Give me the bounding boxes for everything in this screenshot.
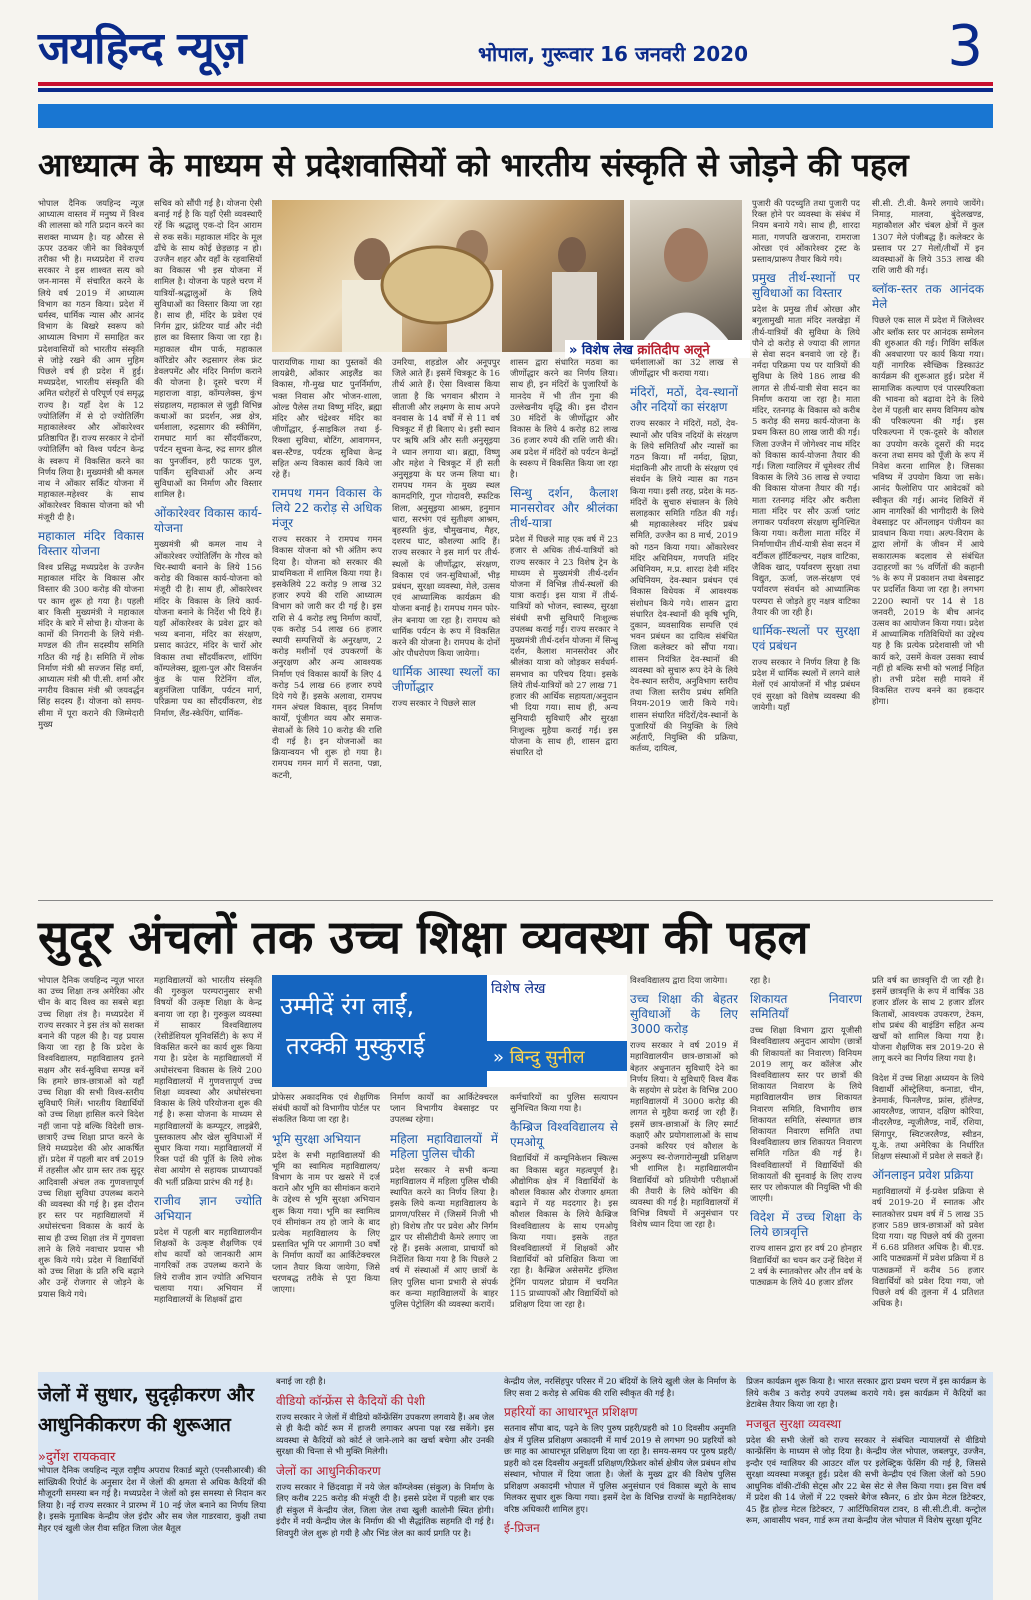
article1-col8b-text: पिछले एक साल में प्रदेश में जिलेश्वर और ब्लॉक स्तर पर आनंदक सम्मेलन की शुरुआत की गई। गिविंग सर्किल की अवधारणा पर कार्य किया गया। यहीं नागरिक स्वैच्छिक डिस्काउंट कार्यक्रम की शुरूआत हुई। प्रदेश में सामाजिक कल्याण एवं पारस्परिकता की भावना को बढ़ावा देने के लिये देश में पहली बार समय विनिमय कोष की परिकल्पना की गई। इस परिकल्पना में एक-दूसरे के कौशल का उपयोग करके दूसरों की मदद करना तथा समय को पूँजी के रूप में निवेश करना शामिल है। जिसका भविष्य में उपयोग किया जा सके। आनंद फैलोशिप पार आवेदकों को स्वीकृत की गई। आनंद शिविरों में आम नागरिकों की भागीदारी के लिये वेबसाइट पर ऑनलाइन पंजीयन का प्रावधान किया गया। अल्प-विराम के द्वारा लोगों के जीवन में आये सकारात्मक बदलाव से संबंधित उदाहरणों का % वर्णितों की कहानी % के रूप में प्रकाशन तथा वेबसाइट पर प्रदर्शित किया जा रहा है। लगभग 2200 स्थानों पर 14 से 18 जनवरी, 2019 के बीच आनंद उत्सव का आयोजन किया गया। प्रदेश में आध्यात्मिक गतिविधियों का उद्देश्य यह है कि प्रत्येक प्रदेशवासी जो भी कार्य करे, उसमें केवल उसका स्वार्थ नहीं हो बल्कि सभी को भलाई निहित हो। तभी प्रदेश सही मायने में विकसित राज्य बनने का हकदार होगा। [872, 315, 984, 707]
article3-col2a-text: बनाई जा रही है। [276, 1376, 326, 1386]
article2-col8c-text: महाविद्यालयों में ई-प्रवेश प्रक्रिया से वर्ष 2019-20 में स्नातक और स्नातकोत्तर प्रथम वर्ष में 5 लाख 35 हजार 589 छात्र-छात्राओं को प्रवेश दिया गया। यह पिछले वर्ष की तुलना में 6.68 प्रतिशत अधिक है। बी.एड. आदि पाठ्यक्रमों में प्रवेश प्रक्रिया में 8 पाठ्यक्रमों में करीब 56 हजार विद्यार्थियों को प्रवेश दिया गया, जो पिछले वर्ष की तुलना में 4 प्रतिशत अधिक है। [872, 1186, 984, 1309]
article1-col7-text: पुजारी की पदच्युति तथा पुजारी पद रिक्त होने पर व्यवस्था के संबंध में नियम बनाये गये। साथ ही, शारदा माता, गणपति खजराना, रामराजा ओरछा एवं ओंकारेश्वर ट्रस्ट के प्रस्ताव/प्रारूप तैयार किये गये। [752, 198, 860, 265]
article2-column-1 [38, 975, 144, 1367]
photo2-illustration [630, 200, 742, 345]
subhead-mahakal: महाकाल मंदिर विकास विस्तार योजना [38, 528, 144, 558]
article2-col3-text: प्रोफेसर अकादमिक एवं शैक्षणिक संबंधी कार्यों को विभागीय पोर्टल पर संकलित किया जा रहा है। [272, 1092, 380, 1125]
article2-column-7 [750, 975, 862, 1367]
article1-column-7 [752, 198, 860, 898]
article1-column-2 [154, 198, 262, 898]
header-blue-bar [38, 104, 993, 128]
article1-column-8 [872, 198, 984, 898]
article2-col4b-text: प्रदेश सरकार ने सभी कन्या महाविद्यालय में महिला पुलिस चौकी स्थापित करने का निर्णय लिया है। इसके लिये कन्या महाविद्यालय के प्रागण/परिसर में (जिसमें निजी भी हो) विशेष तौर पर प्रवेश और निर्गम द्वार पर सीसीटीवी कैमरे लगाए जा रहे हैं। इसके अलावा, प्राचार्यों को निर्देशित किया गया है कि पिछले 2 वर्ष में संस्थाओं में आए छात्रों के लिए पुलिस थाना प्रभारी से संपर्क कर कन्या महाविद्यालयों के बाहर पुलिस पेट्रोलिंग की व्यवस्था करायें। [390, 1164, 498, 1310]
article2-col7c-text: राज्य शासन द्वारा हर वर्ष 20 होनहार विद्यार्थियों का चयन कर उन्हें विदेश में 2 वर्ष के स्नातकोत्तर और तीन वर्ष के पाठ्यक्रम के लिये 40 हजार डॉलर [750, 1243, 862, 1288]
article1-col2b-text: मुख्यमंत्री श्री कमल नाथ ने ओंकारेश्वर ज्योतिर्लिंग के गौरव को चिर-स्थायी बनाने के लिये 156 करोड़ की विकास कार्य-योजना को मंजूरी दी है। साथ ही, ओंकारेश्वर मंदिर के विकास के लिये कार्य-योजना बनाने के निर्देश भी दिये हैं। यहाँ ओंकारेश्वर के प्रवेश द्वार को भव्य बनाना, मंदिर का संरक्षण, प्रसाद काउंटर, मंदिर के चारों ओर विकास तथा सौंदर्यीकरण, शॉपिंग कॉम्पलेक्स, झूला-पुल और विसर्जन कुंड के पास रिटेनिंग वॉल, बहुमंजिला पार्किंग, पर्यटन मार्ग, परिक्रमा पथ का सौंदर्यीकरण, शेड निर्माण, लैंड-स्केपिंग, धार्मिक- [154, 539, 262, 718]
article2-col1-text: भोपाल दैनिक जयहिन्द न्यूज़ भारत का उच्च शिक्षा तन्त्र अमेरिका और चीन के बाद विश्व का सबसे बड़ा उच्च शिक्षा तंत्र है। मध्यप्रदेश में राज्य सरकार ने इस तंत्र को सशक्त बनाने की पहल की है। यह प्रयास किया जा रहा है कि प्रदेश के विश्वविद्यालय, महाविद्यालय इतने सक्षम और सर्व-सुविधा सम्पन्न बनें कि हमारे छात्र-छात्राओं को यहाँ उच्च शिक्षा की सभी विश्व-स्तरीय सुविधाएँ मिलें। भारतीय विद्यार्थियों को उच्च शिक्षा हासिल करने विदेश नहीं जाना पड़े बल्कि विदेशी छात्र-छात्राएँ उच्च शिक्षा प्राप्त करने के लिये मध्यप्रदेश की ओर आकर्षित हों। प्रदेश में पहली बार वर्ष 2019 में तहसील और ग्राम स्तर तक सुदूर आदिवासी अंचल तक गुणवत्तापूर्ण उच्च शिक्षा सुविधा उपलब्ध कराने की व्यवस्था की गई है। इस दौरान हर स्तर पर महाविद्यालयों में अधोसंरचना विकास के कार्य के साथ ही उच्च शिक्षा तंत्र में गुणवत्ता लाने के लिये नवाचार प्रयास भी शुरू किये गये। प्रदेश में विद्यार्थियों को उच्च शिक्षा के प्रति रुचि बढ़ाने और उन्हें रोजगार से जोड़ने के प्रयास किये गये। [38, 975, 144, 1299]
subhead-majboot: मजबूत सुरक्षा व्यवस्था [746, 1416, 842, 1431]
article1-col7c-text: राज्य सरकार ने निर्णय लिया है कि प्रदेश में धार्मिक स्थलों में लगने वाले मेलों एवं आयोजनों में भीड़ प्रबंधन एवं सुरक्षा को विशेष व्यवस्था की जायेगी। यहाँ [752, 656, 860, 712]
subhead-eprison: ई-प्रिजन [504, 1521, 540, 1535]
photo-cm-shankh-ceremony [272, 200, 624, 352]
article1-col6-text: धर्मशालाओं का 32 लाख से जीर्णोद्धार भी कराया गया। [630, 357, 738, 379]
photo1-illustration [272, 200, 624, 352]
article1-column-6 [630, 357, 738, 898]
article2-column-4 [390, 1092, 498, 1367]
article3-col1-text: भोपाल दैनिक जयहिन्द न्यूज़ राष्ट्रीय अपराध रिकार्ड ब्यूरो (एनसीआरबी) की सांख्यिकी रिपोर्ट के अनुसार देश में जेलों की क्षमता से अधिक कैदियों की मौजूदगी समस्या बन गई है। मध्यप्रदेश ने जेलों को इस समस्या से निदान कर लिया है। नई राज्य सरकार ने प्रारम्भ में 10 नई जेल बनाने का निर्णय लिया है। इसके मुताबिक केन्द्रीय जेल इंदौर और सब जेल गाडरवारा, कुक्षी तथा मैहर एवं खुली जेल रीवा सहित जिला जेल बैतूल [38, 1465, 266, 1533]
subhead-pramukh: प्रमुख तीर्थ-स्थानों पर सुविधाओं का विस्तार [752, 271, 860, 301]
subhead-jail-modernization: जेलों का आधुनिकीकरण [276, 1463, 381, 1478]
article1-headline: आध्यात्म के माध्यम से प्रदेशवासियों को भारतीय संस्कृति से जोड़ने की पहल [38, 146, 909, 184]
subhead-sindhu: सिन्धु दर्शन, कैलाश मानसरोवर और श्रीलंका तीर्थ-यात्रा [510, 486, 618, 531]
article2-col3b-text: प्रदेश के सभी महाविद्यालयों की भूमि का स्वामित्व महाविद्यालय/विभाग के नाम पर खसरे में दर्ज कराने और भूमि का सीमांकन कराने के उद्देश्य से भूमि सुरक्षा अभियान शुरू किया गया। भूमि का स्वामित्व एवं सीमांकन तय हो जाने के बाद प्रत्येक महाविद्यालय के लिए प्रस्तावित भूमि पर आगामी 30 वर्षों के निर्माण कार्यों का आर्किटेक्चरल प्लान तैयार किया जायेगा, जिसे चरणबद्ध तरीके से पूरा किया जाएगा। [272, 1149, 380, 1295]
banner-line-2: तरक्की मुस्कुराई [286, 1032, 425, 1060]
article1-col4b-text: राज्य सरकार ने पिछले साल [392, 698, 476, 709]
article3-headline: जेलों में सुधार, सुदृढ़ीकरण और आधुनिकीकरण की शुरूआत [38, 1384, 255, 1436]
subhead-behtar: उच्च शिक्षा की बेहतर सुविधाओं के लिए 3000 करोड़ [630, 992, 738, 1037]
masthead-red-rule [38, 82, 993, 86]
subhead-suraksha: धार्मिक-स्थलों पर सुरक्षा एवं प्रबंधन [752, 623, 860, 653]
subhead-mandir: मंदिरों, मठों, देव-स्थानों और नदियों का संरक्षण [630, 385, 738, 415]
dateline: भोपाल, गुरूवार 16 जनवरी 2020 [478, 42, 748, 66]
page-number: 3 [947, 14, 983, 79]
article1-col1b-text: विश्व प्रसिद्ध मध्यप्रदेश के उज्जैन महाकाल मंदिर के विकास और विस्तार की 300 करोड़ की योजना पर काम शुरू हो गया है। पहली बार किसी मुख्यमंत्री ने महाकाल मंदिर के बारे में सोचा है। योजना के कामों की निगरानी के लिये मंत्री-मण्डल की तीन सदस्यीय समिति गठित की गई है। समिति में लोक निर्माण मंत्री श्री सज्जन सिंह वर्मा, आध्यात्म मंत्री श्री पी.सी. शर्मा और नगरीय विकास मंत्री श्री जयवर्द्धन सिंह सदस्य हैं। योजना को समय-सीमा में पूरा कराने की जिम्मेदारी मुख्य [38, 561, 144, 729]
newspaper-logo: जयहिन्द न्यूज़ [38, 23, 246, 74]
article1-col2-text: सचिव को सौंपी गई है। योजना ऐसी बनाई गई है कि यहाँ ऐसी व्यवस्थाएँ रहें कि श्रद्धालु एक-दो दिन आराम से रुक सकें। महाकाल मंदिर के मूल ढाँचे के साथ कोई छेड़छाड़ न हो। उज्जैन शहर और वहाँ के रहवासियों का विकास भी इस योजना में शामिल है। योजना के पहले चरण में यात्रियों-श्रद्धालुओं के लिये सुविधाओं का विस्तार किया जा रहा है। साथ ही, मंदिर के प्रवेश एवं निर्गम द्वार, फ्रंटियर यार्ड और नंदी हाल का विस्तार किया जा रहा है। महाकाल थीम पार्क, महाकाल कॉरिडोर और रुद्रसागर लेक फ्रंट डेवलपमेंट और मंदिर निर्माण कराने की योजना है। दूसरे चरण में महाराजा वाड़ा, कॉम्पलेक्स, कुंभ संग्रहालय, महाकाल से जुड़ी विभिन्न कथाओं का प्रदर्शन, अन्न क्षेत्र, धर्मशाला, रुद्रसागर की स्कीमिंग, रामघाट मार्ग का सौंदर्यीकरण, पर्यटन सूचना केन्द्र, रुद्र सागर झील का पुनर्जीवन, हरी फाटक पुल, पार्किंग सुविधाओं और अन्य सुविधाओं का निर्माण और विस्तार शामिल है। [154, 198, 262, 500]
subhead-anand: ब्लॉक-स्तर तक आनंदक मेले [872, 282, 984, 312]
article2-special-box [487, 975, 627, 1087]
masthead-blue-rule [38, 88, 993, 92]
article2-col7b-text: उच्च शिक्षा विभाग द्वारा यूजीसी विश्वविद्यालय अनुदान आयोग (छात्रों की शिकायतों का निवारण) विनियम 2019 लागू कर कॉलेज और विश्वविद्यालय स्तर पर छात्रों की शिकायत निवारण के लिये महाविद्यालयीन छात्र शिकायत निवारण समिति, विभागीय छात्र शिकायत समिति, संस्थागत छात्र शिकायत निवारण समिति तथा विश्वविद्यालय छात्र शिकायत निवारण समिति गठित की गई है। विश्वविद्यालयों में विद्यार्थियों की शिकायतों की सुनवाई के लिए राज्य स्तर पर लोकपाल की नियुक्ति भी की जाएगी। [750, 1025, 862, 1204]
article3-col2b-text: राज्य सरकार ने जेलों में वीडियो कॉन्फ्रेंसिंग उपकरण लगवाये हैं। अब जेल से ही कैदी कोर्ट रूम में हाजरी लगाकर अपना पक्ष रख सकेंगे। इस व्यवस्था से कैदियों को कोर्ट ले जाने-लाने का खर्चा बचेगा और उनकी सुरक्षा की चिन्ता से भी मुक्ति मिलेगी। [276, 1411, 494, 1456]
subhead-videsh: विदेश में उच्च शिक्षा के लिये छात्रवृत्ति [750, 1210, 862, 1240]
article2-col2-text: महाविद्यालयों को भारतीय संस्कृति की गुरुकुल परम्परानुसार सभी विषयों की उत्कृष्ट शिक्षा के केन्द्र बनाया जा रहा है। गुरुकुल व्यवस्था में साकार विश्वविद्यालय (रेसीडेंशियल यूनिवर्सिटी) के रूप में विकसित करने का कार्य शुरू किया गया है। प्रदेश के महाविद्यालयों में अधोसंरचना विकास के लिये 200 महाविद्यालयों में गुणवत्तापूर्ण उच्च शिक्षा व्यवस्था और अधोसंरचना विकास के लिये परियोजना शुरू की गई है। रूसा योजना के माध्यम से महाविद्यालयों के कम्प्यूटर, लाइब्रेरी, पुस्तकालय और खेल सुविधाओं में सुधार किया गया। महाविद्यालयों में रिक्त पदों की पूर्ति के लिये लोक सेवा आयोग से सहायक प्राध्यापकों की भर्ती प्रक्रिया प्रारंभ की गई है। [154, 975, 262, 1187]
article3-column-2 [276, 1376, 494, 1598]
article2-column-8 [872, 975, 984, 1367]
article2-col8-text: प्रति वर्ष का छात्रवृत्ति दी जा रही है। इसमें छात्रवृत्ति के रूप में वार्षिक 38 हजार डॉलर के साथ 2 हजार डॉलर किताबों, आवश्यक उपकरण, टेकम, शोध प्रबंध की बाइंडिंग सहित अन्य खर्चों को शामिल किया गया है। योजना शैक्षणिक सत्र 2019-20 से लागू करने का निर्णय लिया गया है। [872, 975, 984, 1064]
article3-col4a-text: प्रिजन कार्यक्रम शुरू किया है। भारत सरकार द्वारा प्रथम चरण में इस कार्यक्रम के लिये करीब 3 करोड़ रुपये उपलब्ध कराये गये। इस कार्यक्रम में कैदियों का डेटाबेस तैयार किया जा रहा है। [746, 1376, 986, 1409]
article3-col2c-text: राज्य सरकार ने छिंदवाड़ा में नये जेल कॉम्प्लेक्स (संकुल) के निर्माण के लिए करीब 225 करोड़ की मंजूरी दी है। इससे प्रदेश में पहली बार एक ही संकुल में केन्द्रीय जेल, जिला जेल तथा खुली कालोनी स्थित होगी। इंदौर में नयी केन्द्रीय जेल के निर्माण की भी सैद्धांतिक सहमति दी गई है। शिवपुरी जेल शुरू हो गयी है और भिंड जेल का कार्य प्रगति पर है। [276, 1481, 494, 1538]
article2-col4-text: निर्माण कार्यों का आर्किटेक्चरल प्लान विभागीय वेबसाइट पर उपलब्ध रहेगा। [390, 1092, 498, 1125]
article1-byline [565, 340, 750, 358]
special-article-label: विशेष लेख [491, 981, 546, 997]
article1-col5b-text: प्रदेश में पिछले माह एक वर्ष में 23 हजार से अधिक तीर्थ-यात्रियों को राज्य सरकार ने 23 विशेष ट्रेन के माध्यम से मुख्यमंत्री तीर्थ-दर्शन योजना में विभिन्न तीर्थ-स्थलों की यात्रा कराई। इस यात्रा में तीर्थ-यात्रियों को भोजन, स्वास्थ्य, सुरक्षा संबंधी सभी सुविधाएँ निःशुल्क उपलब्ध कराई गईं। राज्य सरकार ने मुख्यमंत्री तीर्थ-दर्शन योजना में सिन्धु दर्शन, कैलाश मानसरोवर और श्रीलंका यात्रा को जोड़कर सर्वधर्म-समभाव का परिचय दिया। इसके लिये तीर्थ-यात्रियों को 27 लाख 71 हजार की आर्थिक सहायता/अनुदान भी दिया गया। साथ ही, अन्य सुनियादी सुविधाएँ और सुरक्षा निःशुल्क मुहैया कराई गई। इस योजना के साथ ही, शासन द्वारा संधारित दो [510, 534, 618, 758]
article2-column-5 [510, 1092, 618, 1367]
article2-col5b-text: विद्यार्थियों में कम्यूनिकेशन स्किल्स का विकास बहुत महत्वपूर्ण है। औद्योगिक क्षेत्र में विद्यार्थियों के कौशल विकास और रोजगार क्षमता बढ़ाने में यह मददगार है। इस कौशल विकास के लिये कैम्ब्रिज विश्वविद्यालय के साथ एमओयू किया गया। इसके तहत विश्वविद्यालयों में शिक्षकों और विद्यार्थियों को प्रशिक्षित किया जा रहा है। कैम्ब्रिज असेसमेंट इंग्लिश ट्रेनिंग पायलट प्रोग्राम में चयनित 115 प्राध्यापकों और विद्यार्थियों को प्रशिक्षण दिया जा रहा है। [510, 1153, 618, 1310]
article2-column-6 [630, 975, 738, 1367]
subhead-shikayat: शिकायत निवारण समितियाँ [750, 992, 862, 1022]
article3-column-4 [746, 1376, 986, 1598]
article2-col7-text: रहा है। [750, 975, 771, 985]
article1-col1-text: भोपाल दैनिक जयहिन्द न्यूज़ आध्यात्म वास्तव में मनुष्य में विश्व की लालसा को गति प्रदान करने का सशक्त माध्यम है। यह औरस से ऊपर उठकर जीने का विवेकपूर्ण तरीका भी है। मध्यप्रदेश में राज्य सरकार ने इस शाश्वत सत्य को जन-मानस में संचारित करने के लिये वर्ष 2019 में आध्यात्म विभाग का गठन किया। प्रदेश में धर्मस्व, धार्मिक न्यास और आनंद विभाग के बिखरे स्वरूप को आध्यात्म विभाग में समाहित कर प्रदेशवासियों को भारतीय संस्कृति से जोड़े रखने की आम मुहिम पिछले वर्ष ही प्रदेश में हुई। मध्यप्रदेश, भारतीय संस्कृति की अमित धरोहरों से परिपूर्ण एवं समृद्ध राज्य है। यहाँ देश के 12 ज्योतिर्लिंग में से दो ज्योतिर्लिंग महाकालेश्वर और ओंकारेश्वर प्रतिष्ठापित हैं। राज्य सरकार ने दोनों ज्योतिर्लिंग को विश्व पर्यटन केन्द्र के स्वरूप में विकसित करने का निर्णय लिया है। मुख्यमंत्री श्री कमल नाथ ने ओंकार सर्किट योजना में महाकाल-महेश्वर के साथ ओंकारेश्वर विकास योजना को भी मंजूरी दी है। [38, 198, 144, 522]
section-divider-1 [38, 900, 993, 901]
byline-label: » विशेष लेख [569, 343, 633, 358]
article1-column-3 [272, 357, 382, 898]
photo-author-krantideep [630, 200, 742, 345]
article3-byline: »दुर्गेश रायकवार [38, 1450, 116, 1465]
subhead-astha: धार्मिक आस्था स्थलों का जीर्णोद्धार [392, 665, 500, 695]
article2-col5-text: कर्मचारियों का पुलिस सत्यापन सुनिश्चित किया गया है। [510, 1092, 618, 1114]
article3-col3b-text: सतनाव सौंपा बाद, पढ़ने के लिए पुरुष प्रहरी/प्रहरी को 10 दिवसीय अनुमति क्षेत्र में पुलिस प्रशिक्षण अकादमी में मार्च 2019 से लगभग 90 प्रहरियों को छः माह का आधारभूत प्रशिक्षण दिया जा रहा है। समय-समय पर पुरुष प्रहरी/प्रहरी को दस दिवसीय अनुवर्ती प्रशिक्षण/रिफ्रेशर कोर्स क्षेत्रीय जेल प्रबंधन शोध संस्थान, भोपाल में दिया जाता है। जेलों के मुख्य द्वार की विशेष पुलिस प्रशिक्षण अकादमी भोपाल में पुलिस अनुसंधान एवं विकास ब्यूरो के साथ मिलकर सुधार शुरू किया गया। इसमें देश के विभिन्न राज्यों के महानिदेशक/वरिष्ठ अधिकारी शामिल हुए। [504, 1423, 736, 1514]
article3-column-1 [38, 1465, 266, 1598]
article1-column-5 [510, 357, 618, 898]
article2-col6b-text: राज्य सरकार ने वर्ष 2019 में महाविद्यालयीन छात्र-छात्राओं को बेहतर अधुनातन सुविधाएँ देने का निर्णय लिया। ये सुविधाएँ विश्व बैंक के सहयोग से प्रदेश के विभिन्न 200 महाविद्यालयों में 3000 करोड़ की लागत से मुहैया कराई जा रही हैं। इसमें छात्र-छात्राओं के लिए स्मार्ट कक्षाएँ और प्रयोगशालाओं के साथ उनको करियर एवं कौशल के अनुरूप स्व-रोजगारोन्मुखी प्रशिक्षण भी शामिल है। महाविद्यालयीन विद्यार्थियों को प्रतियोगी परीक्षाओं की तैयारी के लिये कोचिंग की व्यवस्था की गई है। महाविद्यालयों में विभिन्न विषयों में अनुसंधान पर विशेष ध्यान दिया जा रहा है। [630, 1040, 738, 1230]
article3-col4b-text: प्रदेश की सभी जेलों को राज्य सरकार ने संबंधित न्यायालयों से वीडियो कान्फ्रेंसिंग के माध्यम से जोड़ दिया है। केन्द्रीय जेल भोपाल, जबलपुर, उज्जैन, इन्दौर एवं ग्वालियर की आउटर वॉल पर इलेक्ट्रिक फेंसिंग की गई है, जिससे सुरक्षा व्यवस्था मजबूत हुई। प्रदेश की सभी केन्द्रीय एवं जिला जेलों को 590 आधुनिक वॉकी-टॉकी सेट्स और 22 बेस सेट से लैस किया गया। इस वित्त वर्ष में प्रदेश की 14 जेलों में 22 एक्सरे बैगेज स्कैनर, 6 डोर फ्रेम मेटल डिटेक्टर, 45 हैंड होल्ड मेटल डिटेक्टर, 7 आर्टिफिशियल टावर, 8 सी.सी.टी.वी. कन्ट्रोल रूम, आवासीय भवन, गार्ड रूम तथा केन्द्रीय जेल भोपाल में विशेष सुरक्षा यूनिट [746, 1434, 986, 1525]
article2-column-2 [154, 975, 262, 1367]
article1-col8-text: सी.सी. टी.वी. कैमरे लगाये जायेंगे। निमाड़, मालवा, बुंदेलखण्ड, महाकौशल और चंबल क्षेत्रों में कुल 1307 मेले पंजीबद्ध हैं। कलेक्टर के प्रस्ताव पर 27 मेलों/तीर्थों में इन व्यवस्थाओं के लिये 353 लाख की राशि जारी की गई। [872, 198, 984, 276]
article3-column-3 [504, 1376, 736, 1598]
article1-col3-text: पारायणिक गाथा का पुस्तकों की लायब्रेरी, ओंकार आइलैंड का विकास, गौ-मुख घाट पुनर्निर्माण, भक्त निवास और भोजन-शाला, ओल्ड पैलेस तथा विष्णु मंदिर, ब्रह्मा मंदिर और चंद्रेश्वर मंदिर का जीर्णोद्धार, ई-साइकिल तथा ई-रिक्शा सुविधा, बोटिंग, आवागमन, बस-स्टैण्ड, पर्यटक सुविधा केन्द्र सहित अन्य विकास कार्य किये जा रहे हैं। [272, 357, 382, 480]
byline-author-name: क्रांतिदीप अलूने [637, 343, 710, 358]
subhead-cambridge: कैम्ब्रिज विश्वविद्यालय से एमओयू [510, 1120, 618, 1150]
subhead-video: वीडियो कॉन्फ्रेंस से कैदियों की पेशी [276, 1393, 425, 1408]
subhead-omkareshwar: ओंकारेश्वर विकास कार्य-योजना [154, 506, 262, 536]
subhead-bhumi: भूमि सुरक्षा अभियान [272, 1131, 361, 1146]
article2-headline: सुदूर अंचलों तक उच्च शिक्षा व्यवस्था की पहल [38, 910, 809, 964]
article1-col4-text: उमरिया, शहडोल और अनूपपुर जिले आते हैं। इसमें चित्रकूट के 16 तीर्थ आते हैं। ऐसा विश्वास किया जाता है कि भगवान श्रीराम ने सीताजी और लक्ष्मण के साथ अपने वनवास के 14 वर्षों में से 11 वर्ष चित्रकूट में ही बिताए थे। इसी स्थान पर ऋषि अत्रि और सती अनुसूइया ने ध्यान लगाया था। ब्रह्मा, विष्णु और महेश ने चित्रकूट में ही सती अनुसूइया के घर जन्म लिया था। रामपथ गमन के मुख्य स्थल कामदगिरि, गुप्त गोदावरी, स्फटिक शिला, अनुसूइया आश्रम, हनुमान धारा, सरभंग एवं सुतीक्ष्ण आश्रम, बृहस्पति कुंड, चौमुखनाथ, मैहर, दशरथ घाट, कौशल्या आदि हैं। राज्य सरकार ने इस मार्ग पर तीर्थ-स्थलों के जीर्णोद्धार, संरक्षण, विकास एवं जन-सुविधाओं, भीड़ प्रबंधन, सुरक्षा व्यवस्था, मेले, उत्सव एवं आध्यात्मिक कार्यक्रम की योजना बनाई है। रामपथ गमन फोर-लेन बनाया जा रहा है। रामपथ को धार्मिक पर्यटन के रूप में विकसित करने की योजना है। रामपथ के दोनों ओर पौधरोपण किया जायेगा। [392, 357, 500, 659]
article1-col7b-text: प्रदेश के प्रमुख तीर्थ ओरछा और बगुलामुखी माता मंदिर नलखेड़ा में तीर्थ-यात्रियों की सुविधा के लिये पौने दो करोड़ से ज्यादा की लागत से सेवा सदन बनवाये जा रहे हैं। नर्मदा परिक्रमा पथ पर यात्रियों की सुविधा के लिये 186 लाख की लागत से तीर्थ-यात्री सेवा सदन का निर्माण कराया जा रहा है। माता मंदिर, रतनगढ़ के विकास को करीब 5 करोड़ की समग्र कार्य-योजना के प्रथम किस्त 80 लाख जारी की गई। जिला उज्जैन में जोगेश्वर नाथ मंदिर को विकास कार्य-योजना तैयार की गई। जिला ग्वालियर में धूमेश्वर तीर्थ विकास के लिये 36 लाख से ज्यादा की विकास योजना तैयार की गई। माता रतनगढ़ मंदिर और करीला माता मंदिर पर सौर ऊर्जा प्लांट लगाकर पर्यावरण संरक्षण सुनिश्चित किया गया। करीला माता मंदिर में निर्माणाधीन तीर्थ-यात्री सेवा सदन में वर्टीकल हॉर्टिकल्चर, नक्षत्र वाटिका, जैविक खाद, पर्यावरण सुरक्षा तथा विद्युत, ऊर्जा, जल-संरक्षण एवं पर्यावरण संवर्धन को आध्यात्मिक परम्परा से जोड़ते हुए नक्षत्र वाटिका तैयार की जा रही है। [752, 304, 860, 617]
subhead-online: ऑनलाइन प्रवेश प्रक्रिया [872, 1168, 974, 1183]
article1-column-4 [392, 357, 500, 898]
subhead-prahari: प्रहरियों का आधारभूत प्रशिक्षण [504, 1405, 638, 1419]
article1-col3b-text: राज्य सरकार ने रामपथ गमन विकास योजना को भी अंतिम रूप दिया है। योजना को सरकार की प्राथमिकता में शामिल किया गया है। इसकेलिये 22 करोड़ 9 लाख 32 हजार रुपये की राशि आध्यात्म विभाग को जारी कर दी गई है। इस राशि से 4 करोड़ लघु निर्माण कार्यों, एक करोड़ 54 लाख 66 हजार स्थायी सम्पत्तियों के अनुरक्षण, 2 करोड़ मशीनों एवं उपकरणों के अनुरक्षण और अन्य आवश्यक निर्माण एवं विकास कार्यों के लिए 4 करोड़ 54 लाख 66 हजार रुपये दिये गये हैं। इसके अलावा, रामपथ गमन अंचल विकास, वृहद निर्माण कार्यों, पूंजीगत व्यय और समाज-सेवाओं के लिये 10 करोड़ की राशि दी गई है। इन योजनाओं का क्रियान्वयन भी शुरू हो गया है। रामपथ गमन मार्ग में सतना, पन्ना, कटनी, [272, 534, 382, 780]
subhead-mahila: महिला महाविद्यालयों में महिला पुलिस चौकी [390, 1131, 498, 1161]
article1-column-1 [38, 198, 144, 898]
subhead-ramgaman: रामपथ गमन विकास के लिये 22 करोड़ से अधिक मंजूर [272, 486, 382, 531]
article2-col6-text: विश्वविद्यालय द्वारा दिया जायेगा। [630, 975, 728, 985]
article2-banner [272, 975, 487, 1087]
article1-col5-text: शासन द्वारा संधारित मठवा का जीर्णोद्धार करने का निर्णय लिया। साथ ही, इन मंदिरों के पुजारियों के मानदेय में भी तीन गुना की उल्लेखनीय वृद्धि की। इस दौरान 30 मंदिरों के जीर्णोद्धार और विकास के लिये 4 करोड़ 82 लाख 36 हजार रुपये की राशि जारी की। अब प्रदेश में मंदिरों को पर्यटन केन्द्रों के स्वरूप में विकसित किया जा रहा है। [510, 357, 618, 480]
masthead [38, 10, 993, 80]
article1-col6b-text: राज्य सरकार ने मंदिरों, मठों, देव-स्थानों और पवित्र नदियों के संरक्षण के लिये समितियाँ और न्यासों का गठन किया। माँ नर्मदा, क्षिप्रा, मंदाकिनी और ताप्ती के संरक्षण एवं संवर्धन के लिये न्यास का गठन किया गया। इसी तरह, प्रदेश के मठ-मंदिरों के सुचारु संचालन के लिये सलाहकार समिति गठित की गई। श्री महाकालेश्वर मंदिर प्रबंध समिति, उज्जैन का 8 मार्च, 2019 को गठन किया गया। ओंकारेश्वर मंदिर अधिनियम, गणपति मंदिर अधिनियम, म.प्र. शारदा देवी मंदिर अधिनियम, देव-स्थान प्रबंधन एवं विकास विधेयक में आवश्यक संशोधन किये गये। शासन द्वारा संधारित देव-स्थानों की कृषि भूमि, दुकान, व्यवसायिक सम्पत्ति एवं भवन प्रबंधन का दायित्व संबंधित जिला कलेक्टर को सौंपा गया। शासन नियंत्रित देव-स्थानों की व्यवस्था को सुचारु रूप देने के लिये देव-स्थान स्तरीय, अनुविभाग स्तरीय तथा जिला स्तरीय प्रबंध समिति नियम-2019 जारी किये गये। शासन संधारित मंदिरों/देव-स्थानों के पुजारियों की नियुक्ति के लिये अर्हताएँ, नियुक्ति की प्रक्रिया, कर्तव्य, दायित्व, [630, 418, 738, 754]
article2-column-3 [272, 1092, 380, 1367]
article2-col8b-text: विदेश में उच्च शिक्षा अध्ययन के लिये विद्यार्थी ऑस्ट्रेलिया, कनाडा, चीन, डेनमार्क, फिनलैण्ड, फ्रांस, हॉलेण्ड, आयरलैण्ड, जापान, दक्षिण कोरिया, नीदरलैण्ड, न्यूजीलैण्ड, नार्वे, रशिया, सिंगापुर, स्विटजरलैण्ड, स्वीडन, यू.के. तथा अमेरिका के निर्धारित शिक्षण संस्थाओं में प्रवेश ले सकते हैं। [872, 1072, 984, 1162]
article2-author: » बिन्दु सुनील [487, 1041, 627, 1071]
article3-col3a-text: केन्द्रीय जेल, नरसिंहपुर परिसर में 20 बंदियों के लिये खुली जेल के निर्माण के लिए सवा 2 करोड़ से अधिक की राशि स्वीकृत की गई है। [504, 1376, 736, 1398]
article2-author-name: बिन्दु सुनील [509, 1047, 585, 1068]
banner-line-1: उम्मीदें रंग लाईं, [280, 992, 415, 1020]
subhead-rajiv: राजीव ज्ञान ज्योति अभियान [154, 1193, 262, 1223]
article2-col2b-text: प्रदेश में पहली बार महाविद्यालयीन शिक्षकों के उत्कृष्ट शैक्षणिक एवं शोध कार्यों को जानकारी आम नागरिकों तक उपलब्ध कराने के लिये राजीव ज्ञान ज्योति अभियान चलाया गया। अभियान में महाविद्यालयों के शिक्षकों द्वारा [154, 1226, 262, 1305]
